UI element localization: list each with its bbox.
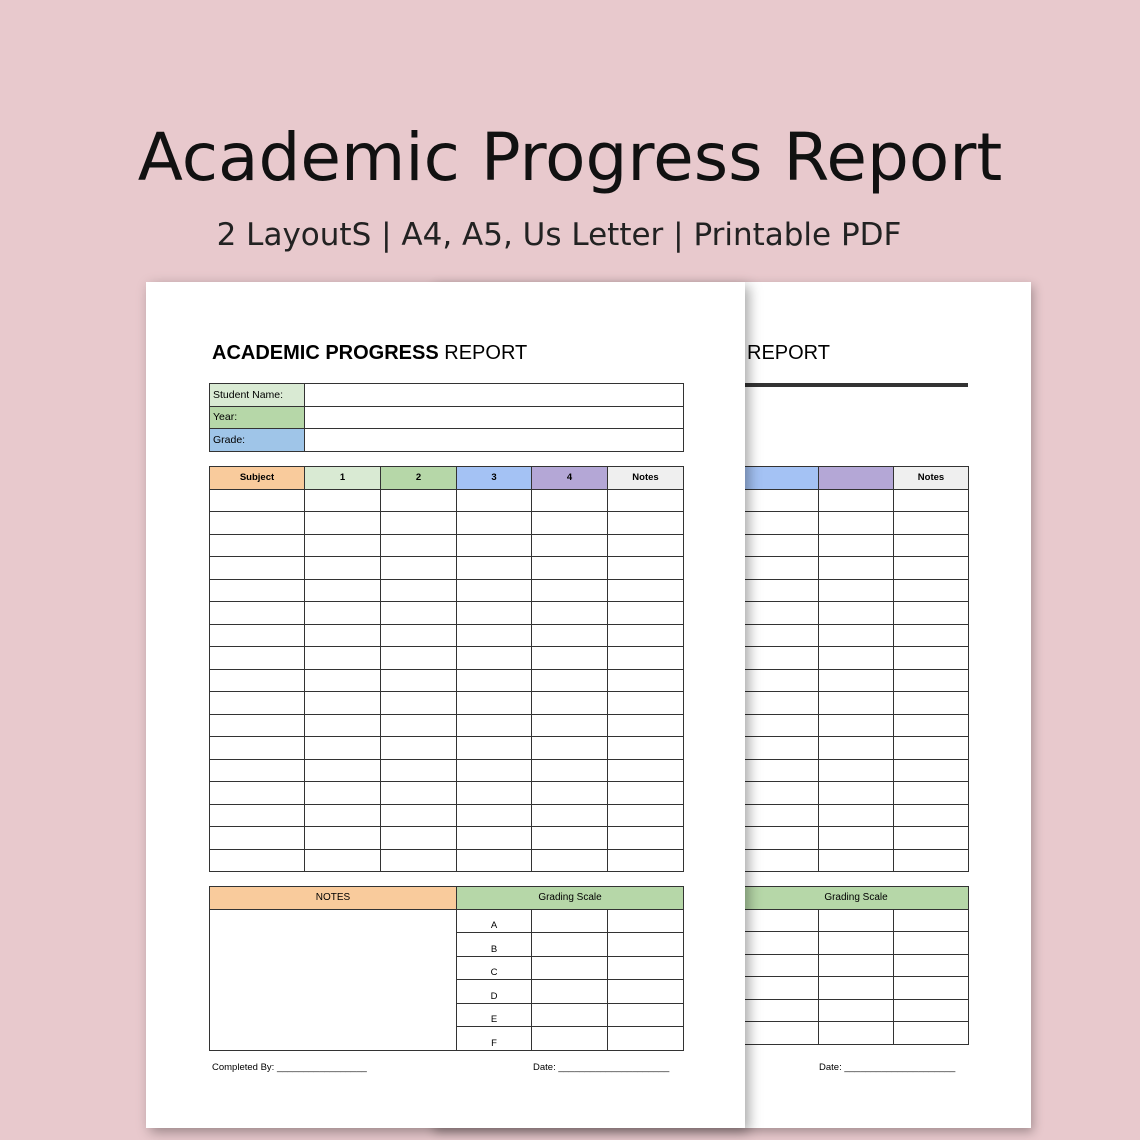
back-grading-row (744, 977, 969, 1000)
back-grade-cell (819, 782, 894, 805)
grade-cell[interactable] (305, 714, 381, 737)
grade-cell[interactable] (532, 557, 608, 580)
grade-cell[interactable] (381, 692, 457, 715)
back-grade-cell (744, 804, 819, 827)
back-table-row (744, 512, 969, 535)
back-grade-cell (819, 557, 894, 580)
back-grading-cell (819, 977, 894, 1000)
back-grading-row (744, 954, 969, 977)
grade-cell[interactable] (457, 602, 532, 625)
grade-cell[interactable] (305, 534, 381, 557)
back-grade-cell (894, 714, 969, 737)
column-header: 4 (532, 467, 608, 490)
grade-cell[interactable] (608, 579, 684, 602)
subject-header-row (210, 467, 684, 490)
back-grade-cell (744, 647, 819, 670)
back-table-row (744, 624, 969, 647)
back-grade-cell (744, 534, 819, 557)
grade-range-cell[interactable] (532, 933, 608, 957)
info-value-field[interactable] (305, 384, 684, 407)
back-table-row (744, 737, 969, 760)
back-grading-cell (744, 954, 819, 977)
grade-cell[interactable] (381, 759, 457, 782)
back-grade-cell (894, 489, 969, 512)
grade-cell[interactable] (381, 737, 457, 760)
back-report-title: REPORT (747, 342, 830, 364)
column-header: Notes (608, 467, 684, 490)
grade-letter: A (457, 909, 532, 933)
grade-cell[interactable] (210, 624, 305, 647)
back-grading-row (744, 909, 969, 932)
back-grade-cell (894, 624, 969, 647)
grade-cell[interactable] (305, 624, 381, 647)
back-grading-row (744, 1022, 969, 1045)
date-line: Date: _____________________ (533, 1062, 670, 1073)
table-row (210, 737, 684, 760)
back-grading-cell (744, 1022, 819, 1045)
back-grade-cell (819, 512, 894, 535)
grade-cell[interactable] (608, 602, 684, 625)
info-row (210, 384, 684, 407)
back-grade-cell (894, 579, 969, 602)
grade-cell[interactable] (457, 782, 532, 805)
back-grade-cell (894, 804, 969, 827)
back-subject-table (743, 466, 969, 872)
grading-scale-header: Grading Scale (457, 887, 684, 910)
grade-cell[interactable] (210, 782, 305, 805)
back-col-4-header (819, 467, 894, 490)
grade-range-cell[interactable] (532, 956, 608, 980)
table-row (210, 714, 684, 737)
back-grading-cell (894, 909, 969, 932)
back-table-row (744, 669, 969, 692)
grade-desc-cell[interactable] (608, 909, 684, 933)
grade-desc-cell[interactable] (608, 956, 684, 980)
report-title-rest: REPORT (438, 342, 528, 364)
info-label: Student Name: (210, 384, 305, 407)
back-grade-cell (819, 804, 894, 827)
grade-cell[interactable] (608, 804, 684, 827)
table-row (210, 759, 684, 782)
back-grade-cell (819, 489, 894, 512)
grade-cell[interactable] (608, 624, 684, 647)
grade-cell[interactable] (210, 804, 305, 827)
grade-cell[interactable] (532, 827, 608, 850)
grade-cell[interactable] (532, 804, 608, 827)
grade-cell[interactable] (210, 579, 305, 602)
grade-cell[interactable] (210, 759, 305, 782)
back-grade-cell (744, 692, 819, 715)
back-grade-cell (819, 669, 894, 692)
back-grade-cell (894, 782, 969, 805)
table-row (210, 602, 684, 625)
grade-cell[interactable] (210, 647, 305, 670)
back-table-row (744, 849, 969, 872)
table-row (210, 827, 684, 850)
back-grade-cell (744, 782, 819, 805)
back-grade-cell (819, 827, 894, 850)
back-grade-cell (894, 849, 969, 872)
page-headline: Academic Progress Report (137, 119, 1003, 196)
info-label: Year: (210, 406, 305, 429)
subject-table (209, 466, 684, 872)
back-grading-cell (894, 977, 969, 1000)
back-grade-cell (894, 669, 969, 692)
back-table-row (744, 827, 969, 850)
grade-cell[interactable] (457, 737, 532, 760)
grade-cell[interactable] (457, 804, 532, 827)
back-grade-cell (744, 624, 819, 647)
back-grading-cell (894, 932, 969, 955)
back-grade-cell (819, 647, 894, 670)
back-table-row (744, 579, 969, 602)
grade-range-cell[interactable] (532, 1003, 608, 1027)
grade-cell[interactable] (381, 489, 457, 512)
grade-cell[interactable] (210, 714, 305, 737)
back-table-row (744, 804, 969, 827)
report-title-bold: ACADEMIC PROGRESS (212, 342, 439, 364)
back-table-row (744, 489, 969, 512)
table-row (210, 579, 684, 602)
back-grade-cell (894, 759, 969, 782)
table-row (210, 557, 684, 580)
grade-cell[interactable] (305, 512, 381, 535)
grade-cell[interactable] (532, 579, 608, 602)
back-table-row (744, 782, 969, 805)
back-grade-cell (744, 849, 819, 872)
grade-letter: E (457, 1003, 532, 1027)
back-grade-cell (894, 827, 969, 850)
grade-cell[interactable] (305, 782, 381, 805)
back-table-row (744, 602, 969, 625)
grade-cell[interactable] (457, 512, 532, 535)
back-grading-header: Grading Scale (744, 887, 969, 910)
grade-desc-cell[interactable] (608, 980, 684, 1004)
grade-cell[interactable] (608, 669, 684, 692)
grade-cell[interactable] (532, 714, 608, 737)
completed-by-line: Completed By: _________________ (212, 1062, 367, 1073)
grade-cell[interactable] (457, 557, 532, 580)
back-grading-cell (894, 999, 969, 1022)
page-subline: 2 LayoutS | A4, A5, Us Letter | Printable PDF (216, 217, 902, 253)
grade-cell[interactable] (532, 624, 608, 647)
grade-cell[interactable] (305, 804, 381, 827)
grade-cell[interactable] (608, 489, 684, 512)
grade-cell[interactable] (305, 737, 381, 760)
back-grade-cell (894, 512, 969, 535)
grade-desc-cell[interactable] (608, 1003, 684, 1027)
table-row (210, 647, 684, 670)
grade-cell[interactable] (305, 557, 381, 580)
grade-cell[interactable] (210, 602, 305, 625)
back-grade-cell (744, 602, 819, 625)
back-grading-cell (819, 909, 894, 932)
table-row (210, 804, 684, 827)
grade-cell[interactable] (210, 737, 305, 760)
bottom-header-row (210, 887, 684, 910)
table-row (210, 669, 684, 692)
grade-cell[interactable] (381, 782, 457, 805)
grade-cell[interactable] (305, 827, 381, 850)
grade-cell[interactable] (305, 489, 381, 512)
back-grading-cell (744, 909, 819, 932)
back-grade-cell (894, 534, 969, 557)
notes-grading-table (209, 886, 684, 1051)
grade-cell[interactable] (210, 849, 305, 872)
grade-letter: C (457, 956, 532, 980)
back-grade-cell (744, 557, 819, 580)
grade-letter: D (457, 980, 532, 1004)
column-header: 2 (381, 467, 457, 490)
grade-cell[interactable] (608, 692, 684, 715)
grade-cell[interactable] (457, 759, 532, 782)
back-grade-cell (894, 647, 969, 670)
grade-cell[interactable] (457, 534, 532, 557)
back-grading-cell (744, 999, 819, 1022)
back-col-3-header (744, 467, 819, 490)
grade-cell[interactable] (532, 849, 608, 872)
notes-header: NOTES (210, 887, 457, 910)
grade-cell[interactable] (532, 669, 608, 692)
grade-cell[interactable] (532, 782, 608, 805)
grade-cell[interactable] (457, 579, 532, 602)
back-grading-cell (894, 954, 969, 977)
back-grading-cell (744, 977, 819, 1000)
back-grading-cell (744, 932, 819, 955)
grade-cell[interactable] (457, 827, 532, 850)
grade-cell[interactable] (305, 849, 381, 872)
back-grade-cell (894, 737, 969, 760)
info-row (210, 406, 684, 429)
grade-range-cell[interactable] (532, 980, 608, 1004)
grade-cell[interactable] (210, 669, 305, 692)
grade-cell[interactable] (532, 489, 608, 512)
grade-cell[interactable] (210, 827, 305, 850)
table-row (210, 489, 684, 512)
grade-cell[interactable] (608, 534, 684, 557)
back-table-row (744, 647, 969, 670)
back-table-row (744, 534, 969, 557)
grade-cell[interactable] (381, 624, 457, 647)
grade-cell[interactable] (457, 489, 532, 512)
column-header: 1 (305, 467, 381, 490)
info-row (210, 429, 684, 452)
grade-cell[interactable] (210, 489, 305, 512)
grade-cell[interactable] (210, 692, 305, 715)
back-grading-row (744, 999, 969, 1022)
grade-cell[interactable] (532, 647, 608, 670)
back-grade-cell (744, 737, 819, 760)
back-grade-cell (819, 624, 894, 647)
back-table-row (744, 714, 969, 737)
grade-cell[interactable] (381, 647, 457, 670)
table-row (210, 534, 684, 557)
grade-cell[interactable] (532, 737, 608, 760)
grade-range-cell[interactable] (532, 1027, 608, 1051)
back-grade-cell (894, 557, 969, 580)
back-table-row (744, 759, 969, 782)
grade-cell[interactable] (381, 849, 457, 872)
grade-cell[interactable] (381, 804, 457, 827)
grade-cell[interactable] (608, 714, 684, 737)
grade-cell[interactable] (381, 557, 457, 580)
back-date-line: Date: _____________________ (819, 1062, 956, 1073)
grade-cell[interactable] (381, 579, 457, 602)
back-grade-cell (894, 602, 969, 625)
grade-cell[interactable] (381, 602, 457, 625)
grade-cell[interactable] (608, 557, 684, 580)
grade-cell[interactable] (532, 534, 608, 557)
back-grade-cell (819, 849, 894, 872)
notes-area[interactable] (210, 909, 457, 1050)
back-grade-cell (819, 737, 894, 760)
info-value-field[interactable] (305, 429, 684, 452)
grade-cell[interactable] (608, 849, 684, 872)
grade-cell[interactable] (532, 759, 608, 782)
grade-cell[interactable] (532, 512, 608, 535)
back-grade-cell (894, 692, 969, 715)
back-grade-cell (744, 714, 819, 737)
table-row (210, 849, 684, 872)
back-grade-cell (819, 534, 894, 557)
table-row (210, 512, 684, 535)
grade-range-cell[interactable] (532, 909, 608, 933)
back-grade-cell (744, 579, 819, 602)
back-grading-table (743, 886, 969, 1045)
back-grading-cell (819, 954, 894, 977)
column-header: Subject (210, 467, 305, 490)
back-grade-cell (744, 489, 819, 512)
back-grade-cell (744, 827, 819, 850)
front-sheet (146, 282, 745, 1128)
back-grading-cell (819, 1022, 894, 1045)
grade-cell[interactable] (381, 512, 457, 535)
table-row (210, 692, 684, 715)
back-grade-cell (744, 512, 819, 535)
grade-cell[interactable] (608, 737, 684, 760)
back-grade-cell (819, 579, 894, 602)
back-notes-header: Notes (894, 467, 969, 490)
grade-desc-cell[interactable] (608, 933, 684, 957)
grade-cell[interactable] (381, 714, 457, 737)
grade-cell[interactable] (457, 624, 532, 647)
back-grade-cell (744, 759, 819, 782)
grade-cell[interactable] (381, 669, 457, 692)
info-label: Grade: (210, 429, 305, 452)
back-grade-cell (819, 759, 894, 782)
grade-cell[interactable] (305, 579, 381, 602)
report-title (212, 342, 527, 365)
back-grade-cell (744, 669, 819, 692)
back-grading-cell (819, 932, 894, 955)
grade-cell[interactable] (608, 512, 684, 535)
grade-cell[interactable] (210, 534, 305, 557)
back-grade-cell (819, 692, 894, 715)
back-grade-cell (819, 714, 894, 737)
grade-cell[interactable] (608, 647, 684, 670)
grade-letter: F (457, 1027, 532, 1051)
grade-cell[interactable] (305, 759, 381, 782)
back-table-row (744, 692, 969, 715)
back-grading-row (744, 932, 969, 955)
back-table-row (744, 557, 969, 580)
grading-row (210, 909, 684, 933)
grade-letter: B (457, 933, 532, 957)
grade-cell[interactable] (608, 827, 684, 850)
grade-cell[interactable] (305, 669, 381, 692)
column-header: 3 (457, 467, 532, 490)
grade-cell[interactable] (305, 647, 381, 670)
back-grading-cell (819, 999, 894, 1022)
grade-desc-cell[interactable] (608, 1027, 684, 1051)
grade-cell[interactable] (210, 512, 305, 535)
grade-cell[interactable] (457, 647, 532, 670)
grade-cell[interactable] (210, 557, 305, 580)
grade-cell[interactable] (457, 669, 532, 692)
student-info-table (209, 383, 684, 452)
table-row (210, 782, 684, 805)
table-row (210, 624, 684, 647)
grade-cell[interactable] (305, 602, 381, 625)
grade-cell[interactable] (532, 692, 608, 715)
grade-cell[interactable] (532, 602, 608, 625)
grade-cell[interactable] (457, 714, 532, 737)
grade-cell[interactable] (457, 692, 532, 715)
back-grade-cell (819, 602, 894, 625)
back-grading-cell (894, 1022, 969, 1045)
grade-cell[interactable] (608, 782, 684, 805)
info-value-field[interactable] (305, 406, 684, 429)
grade-cell[interactable] (305, 692, 381, 715)
grade-cell[interactable] (457, 849, 532, 872)
grade-cell[interactable] (381, 534, 457, 557)
grade-cell[interactable] (608, 759, 684, 782)
grade-cell[interactable] (381, 827, 457, 850)
